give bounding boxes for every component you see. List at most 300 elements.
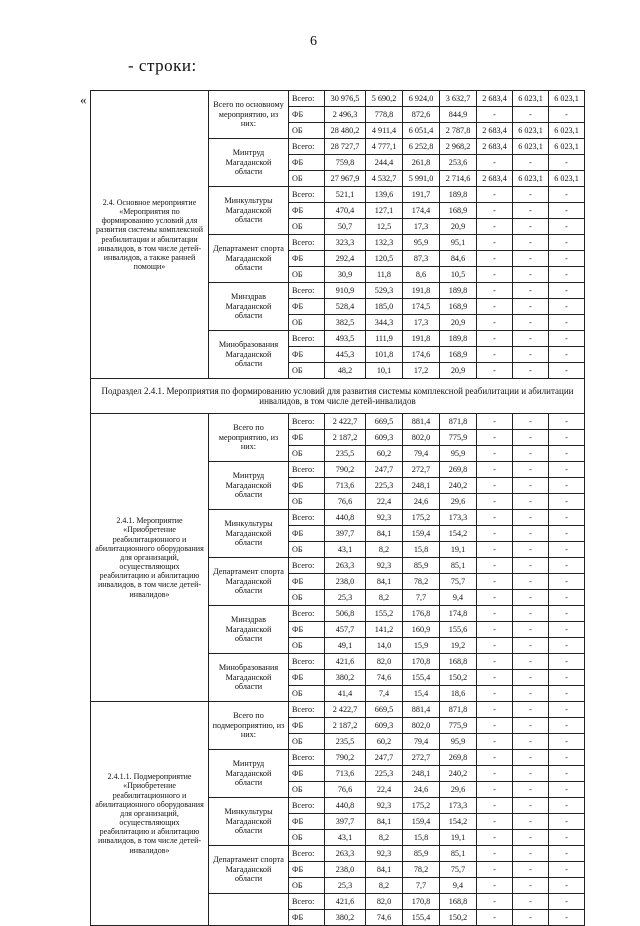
amount-cell: 24,6 bbox=[403, 782, 440, 798]
amount-cell: 85,9 bbox=[403, 558, 440, 574]
amount-cell: 6 023,1 bbox=[513, 171, 549, 187]
amount-cell: 191,8 bbox=[403, 331, 440, 347]
amount-cell: 238,0 bbox=[325, 574, 366, 590]
amount-cell: - bbox=[549, 155, 585, 171]
amount-cell: - bbox=[477, 750, 513, 766]
amount-cell: 168,9 bbox=[440, 299, 477, 315]
funding-source: ФБ bbox=[289, 478, 325, 494]
amount-cell: 12,5 bbox=[366, 219, 403, 235]
amount-cell: 74,6 bbox=[366, 910, 403, 926]
amount-cell: 7,7 bbox=[403, 590, 440, 606]
funding-source: ФБ bbox=[289, 574, 325, 590]
amount-cell: 84,1 bbox=[366, 526, 403, 542]
amount-cell: 174,4 bbox=[403, 203, 440, 219]
amount-cell: - bbox=[513, 203, 549, 219]
amount-cell: 49,1 bbox=[325, 638, 366, 654]
amount-cell: 778,8 bbox=[366, 107, 403, 123]
amount-cell: 170,8 bbox=[403, 654, 440, 670]
funding-source: ОБ bbox=[289, 878, 325, 894]
amount-cell: 92,3 bbox=[366, 798, 403, 814]
amount-cell: 609,3 bbox=[366, 718, 403, 734]
amount-cell: - bbox=[549, 670, 585, 686]
table-row bbox=[91, 702, 585, 718]
amount-cell: - bbox=[477, 846, 513, 862]
amount-cell: 8,2 bbox=[366, 590, 403, 606]
funding-source: ОБ bbox=[289, 267, 325, 283]
amount-cell: 269,8 bbox=[440, 462, 477, 478]
table-row bbox=[91, 414, 585, 430]
amount-cell: 82,0 bbox=[366, 654, 403, 670]
amount-cell: - bbox=[549, 638, 585, 654]
amount-cell: 20,9 bbox=[440, 315, 477, 331]
executor-name: Минтруд Магаданской области bbox=[209, 462, 289, 510]
amount-cell: - bbox=[513, 558, 549, 574]
amount-cell: 28 727,7 bbox=[325, 139, 366, 155]
amount-cell: - bbox=[513, 750, 549, 766]
amount-cell: - bbox=[477, 910, 513, 926]
funding-source: Всего: bbox=[289, 846, 325, 862]
amount-cell: 79,4 bbox=[403, 734, 440, 750]
amount-cell: 4 777,1 bbox=[366, 139, 403, 155]
amount-cell: 155,4 bbox=[403, 910, 440, 926]
amount-cell: - bbox=[513, 363, 549, 379]
amount-cell: 191,8 bbox=[403, 283, 440, 299]
funding-source: Всего: bbox=[289, 702, 325, 718]
amount-cell: 76,6 bbox=[325, 782, 366, 798]
amount-cell: - bbox=[549, 558, 585, 574]
amount-cell: 2 968,2 bbox=[440, 139, 477, 155]
amount-cell: 92,3 bbox=[366, 510, 403, 526]
amount-cell: - bbox=[549, 542, 585, 558]
amount-cell: 248,1 bbox=[403, 766, 440, 782]
amount-cell: 10,1 bbox=[366, 363, 403, 379]
amount-cell: - bbox=[513, 542, 549, 558]
amount-cell: 263,3 bbox=[325, 558, 366, 574]
executor-name: Минкультуры Магаданской области bbox=[209, 187, 289, 235]
funding-source: Всего: bbox=[289, 283, 325, 299]
amount-cell: 881,4 bbox=[403, 702, 440, 718]
amount-cell: 529,3 bbox=[366, 283, 403, 299]
page-number: 6 bbox=[310, 34, 317, 49]
amount-cell: 2 187,2 bbox=[325, 430, 366, 446]
amount-cell: - bbox=[513, 654, 549, 670]
amount-cell: 6 051,4 bbox=[403, 123, 440, 139]
amount-cell: 2 422,7 bbox=[325, 414, 366, 430]
budget-table bbox=[90, 90, 585, 926]
amount-cell: 248,1 bbox=[403, 478, 440, 494]
amount-cell: 15,8 bbox=[403, 542, 440, 558]
amount-cell: 713,6 bbox=[325, 478, 366, 494]
amount-cell: - bbox=[513, 494, 549, 510]
amount-cell: 253,6 bbox=[440, 155, 477, 171]
amount-cell: 380,2 bbox=[325, 910, 366, 926]
amount-cell: - bbox=[549, 526, 585, 542]
activity-name: 2.4.1. Мероприятие «Приобретение реабилитационного и абилитационного оборудования для организаций, осуществляющих реабилитацию и абилитацию инвалидов, в том числе детей-инвалидов» bbox=[91, 414, 209, 702]
funding-source: Всего: bbox=[289, 798, 325, 814]
amount-cell: 14,0 bbox=[366, 638, 403, 654]
amount-cell: 9,4 bbox=[440, 878, 477, 894]
amount-cell: - bbox=[513, 235, 549, 251]
amount-cell: 43,1 bbox=[325, 542, 366, 558]
amount-cell: 87,3 bbox=[403, 251, 440, 267]
amount-cell: 225,3 bbox=[366, 766, 403, 782]
amount-cell: - bbox=[477, 107, 513, 123]
amount-cell: - bbox=[513, 430, 549, 446]
amount-cell: 19,2 bbox=[440, 638, 477, 654]
amount-cell: 6 023,1 bbox=[549, 123, 585, 139]
amount-cell: - bbox=[477, 830, 513, 846]
funding-source: Всего: bbox=[289, 750, 325, 766]
funding-source: ФБ bbox=[289, 347, 325, 363]
amount-cell: 844,9 bbox=[440, 107, 477, 123]
funding-source: Всего: bbox=[289, 654, 325, 670]
amount-cell: 397,7 bbox=[325, 814, 366, 830]
funding-source: ОБ bbox=[289, 446, 325, 462]
amount-cell: - bbox=[477, 235, 513, 251]
amount-cell: - bbox=[549, 347, 585, 363]
amount-cell: - bbox=[513, 446, 549, 462]
amount-cell: - bbox=[513, 462, 549, 478]
executor-name: Минтруд Магаданской области bbox=[209, 750, 289, 798]
funding-source: Всего: bbox=[289, 187, 325, 203]
amount-cell: - bbox=[513, 862, 549, 878]
amount-cell: - bbox=[549, 430, 585, 446]
amount-cell: 344,3 bbox=[366, 315, 403, 331]
amount-cell: - bbox=[477, 638, 513, 654]
section-heading: - строки: bbox=[128, 56, 197, 75]
amount-cell: - bbox=[549, 686, 585, 702]
amount-cell: - bbox=[477, 462, 513, 478]
amount-cell: - bbox=[549, 478, 585, 494]
amount-cell: 802,0 bbox=[403, 430, 440, 446]
amount-cell: 154,2 bbox=[440, 814, 477, 830]
amount-cell: - bbox=[513, 331, 549, 347]
amount-cell: 159,4 bbox=[403, 814, 440, 830]
amount-cell: - bbox=[477, 542, 513, 558]
amount-cell: - bbox=[513, 606, 549, 622]
amount-cell: 141,2 bbox=[366, 622, 403, 638]
amount-cell: 60,2 bbox=[366, 446, 403, 462]
amount-cell: - bbox=[477, 878, 513, 894]
amount-cell: 790,2 bbox=[325, 462, 366, 478]
funding-source: ОБ bbox=[289, 542, 325, 558]
funding-source: ОБ bbox=[289, 219, 325, 235]
amount-cell: - bbox=[549, 494, 585, 510]
amount-cell: 175,2 bbox=[403, 798, 440, 814]
amount-cell: - bbox=[513, 718, 549, 734]
executor-name: Минобразования Магаданской области bbox=[209, 654, 289, 702]
amount-cell: 2 187,2 bbox=[325, 718, 366, 734]
amount-cell: - bbox=[513, 894, 549, 910]
amount-cell: - bbox=[477, 654, 513, 670]
amount-cell: 22,4 bbox=[366, 782, 403, 798]
amount-cell: 382,5 bbox=[325, 315, 366, 331]
amount-cell: - bbox=[549, 590, 585, 606]
amount-cell: 802,0 bbox=[403, 718, 440, 734]
amount-cell: - bbox=[477, 558, 513, 574]
amount-cell: - bbox=[477, 267, 513, 283]
amount-cell: 95,9 bbox=[403, 235, 440, 251]
amount-cell: - bbox=[477, 430, 513, 446]
amount-cell: 85,1 bbox=[440, 846, 477, 862]
amount-cell: 261,8 bbox=[403, 155, 440, 171]
amount-cell: 150,2 bbox=[440, 670, 477, 686]
amount-cell: - bbox=[549, 702, 585, 718]
amount-cell: - bbox=[513, 910, 549, 926]
funding-source: Всего: bbox=[289, 510, 325, 526]
amount-cell: 421,6 bbox=[325, 654, 366, 670]
amount-cell: - bbox=[513, 574, 549, 590]
amount-cell: 11,8 bbox=[366, 267, 403, 283]
amount-cell: 189,8 bbox=[440, 283, 477, 299]
executor-name: Всего по мероприятию, из них: bbox=[209, 414, 289, 462]
amount-cell: 84,1 bbox=[366, 574, 403, 590]
amount-cell: 92,3 bbox=[366, 846, 403, 862]
funding-source: Всего: bbox=[289, 235, 325, 251]
amount-cell: - bbox=[477, 203, 513, 219]
amount-cell: 155,2 bbox=[366, 606, 403, 622]
amount-cell: - bbox=[549, 331, 585, 347]
amount-cell: - bbox=[477, 606, 513, 622]
amount-cell: 440,8 bbox=[325, 510, 366, 526]
amount-cell: 247,7 bbox=[366, 462, 403, 478]
funding-source: Всего: bbox=[289, 139, 325, 155]
amount-cell: 60,2 bbox=[366, 734, 403, 750]
amount-cell: 78,2 bbox=[403, 574, 440, 590]
amount-cell: 132,3 bbox=[366, 235, 403, 251]
amount-cell: 10,5 bbox=[440, 267, 477, 283]
amount-cell: - bbox=[549, 363, 585, 379]
amount-cell: - bbox=[549, 718, 585, 734]
subsection-row bbox=[91, 379, 585, 414]
funding-source: ФБ bbox=[289, 862, 325, 878]
amount-cell: 272,7 bbox=[403, 750, 440, 766]
amount-cell: 244,4 bbox=[366, 155, 403, 171]
executor-name: Департамент спорта Магаданской области bbox=[209, 846, 289, 894]
amount-cell: - bbox=[549, 251, 585, 267]
funding-source: Всего: bbox=[289, 606, 325, 622]
funding-source: Всего: bbox=[289, 91, 325, 107]
amount-cell: - bbox=[549, 315, 585, 331]
amount-cell: - bbox=[513, 878, 549, 894]
amount-cell: 111,9 bbox=[366, 331, 403, 347]
amount-cell: 15,8 bbox=[403, 830, 440, 846]
amount-cell: - bbox=[549, 414, 585, 430]
amount-cell: - bbox=[477, 283, 513, 299]
amount-cell: - bbox=[513, 814, 549, 830]
amount-cell: 175,2 bbox=[403, 510, 440, 526]
amount-cell: 78,2 bbox=[403, 862, 440, 878]
amount-cell: - bbox=[477, 702, 513, 718]
funding-source: ФБ bbox=[289, 910, 325, 926]
amount-cell: 2 683,4 bbox=[477, 171, 513, 187]
amount-cell: 2 683,4 bbox=[477, 139, 513, 155]
amount-cell: - bbox=[549, 446, 585, 462]
amount-cell: 269,8 bbox=[440, 750, 477, 766]
amount-cell: 240,2 bbox=[440, 478, 477, 494]
amount-cell: 2 683,4 bbox=[477, 91, 513, 107]
amount-cell: - bbox=[549, 846, 585, 862]
funding-source: ФБ bbox=[289, 107, 325, 123]
amount-cell: 48,2 bbox=[325, 363, 366, 379]
amount-cell: - bbox=[513, 107, 549, 123]
amount-cell: - bbox=[549, 734, 585, 750]
funding-source: ФБ bbox=[289, 251, 325, 267]
executor-name: Департамент спорта Магаданской области bbox=[209, 235, 289, 283]
amount-cell: 17,2 bbox=[403, 363, 440, 379]
amount-cell: 235,5 bbox=[325, 734, 366, 750]
amount-cell: 84,1 bbox=[366, 814, 403, 830]
amount-cell: 82,0 bbox=[366, 894, 403, 910]
amount-cell: 139,6 bbox=[366, 187, 403, 203]
amount-cell: 176,8 bbox=[403, 606, 440, 622]
amount-cell: - bbox=[513, 766, 549, 782]
amount-cell: - bbox=[477, 894, 513, 910]
amount-cell: - bbox=[513, 414, 549, 430]
amount-cell: 189,8 bbox=[440, 331, 477, 347]
amount-cell: 6 023,1 bbox=[549, 91, 585, 107]
amount-cell: 493,5 bbox=[325, 331, 366, 347]
amount-cell: - bbox=[549, 235, 585, 251]
amount-cell: 22,4 bbox=[366, 494, 403, 510]
amount-cell: - bbox=[513, 734, 549, 750]
amount-cell: 380,2 bbox=[325, 670, 366, 686]
funding-source: ФБ bbox=[289, 430, 325, 446]
amount-cell: 28 480,2 bbox=[325, 123, 366, 139]
amount-cell: - bbox=[513, 702, 549, 718]
executor-name: Минтруд Магаданской области bbox=[209, 139, 289, 187]
executor-name: Департамент спорта Магаданской области bbox=[209, 558, 289, 606]
amount-cell: 8,2 bbox=[366, 830, 403, 846]
amount-cell: 168,8 bbox=[440, 894, 477, 910]
amount-cell: 225,3 bbox=[366, 478, 403, 494]
amount-cell: 2 787,8 bbox=[440, 123, 477, 139]
amount-cell: 95,1 bbox=[440, 235, 477, 251]
amount-cell: 27 967,9 bbox=[325, 171, 366, 187]
funding-source: ФБ bbox=[289, 299, 325, 315]
funding-source: Всего: bbox=[289, 558, 325, 574]
amount-cell: 185,0 bbox=[366, 299, 403, 315]
amount-cell: - bbox=[477, 331, 513, 347]
funding-source: Всего: bbox=[289, 414, 325, 430]
amount-cell: - bbox=[477, 670, 513, 686]
funding-source: ФБ bbox=[289, 526, 325, 542]
amount-cell: 92,3 bbox=[366, 558, 403, 574]
amount-cell: - bbox=[549, 606, 585, 622]
amount-cell: 75,7 bbox=[440, 574, 477, 590]
amount-cell: 120,5 bbox=[366, 251, 403, 267]
funding-source: ФБ bbox=[289, 670, 325, 686]
amount-cell: 75,7 bbox=[440, 862, 477, 878]
amount-cell: - bbox=[549, 510, 585, 526]
amount-cell: - bbox=[513, 782, 549, 798]
amount-cell: 155,4 bbox=[403, 670, 440, 686]
amount-cell: 4 532,7 bbox=[366, 171, 403, 187]
amount-cell: 155,6 bbox=[440, 622, 477, 638]
amount-cell: 609,3 bbox=[366, 430, 403, 446]
amount-cell: 159,4 bbox=[403, 526, 440, 542]
amount-cell: 669,5 bbox=[366, 414, 403, 430]
amount-cell: 174,6 bbox=[403, 347, 440, 363]
amount-cell: 421,6 bbox=[325, 894, 366, 910]
amount-cell: 29,6 bbox=[440, 494, 477, 510]
funding-source: ФБ bbox=[289, 766, 325, 782]
funding-source: ОБ bbox=[289, 686, 325, 702]
amount-cell: 168,8 bbox=[440, 654, 477, 670]
amount-cell: - bbox=[513, 830, 549, 846]
amount-cell: - bbox=[477, 734, 513, 750]
amount-cell: 7,7 bbox=[403, 878, 440, 894]
amount-cell: 5 690,2 bbox=[366, 91, 403, 107]
amount-cell: 168,9 bbox=[440, 347, 477, 363]
amount-cell: 79,4 bbox=[403, 446, 440, 462]
amount-cell: - bbox=[549, 462, 585, 478]
amount-cell: 8,2 bbox=[366, 878, 403, 894]
amount-cell: 775,9 bbox=[440, 718, 477, 734]
funding-source: Всего: bbox=[289, 894, 325, 910]
amount-cell: - bbox=[477, 798, 513, 814]
executor-name bbox=[209, 894, 289, 926]
amount-cell: 50,7 bbox=[325, 219, 366, 235]
amount-cell: 440,8 bbox=[325, 798, 366, 814]
amount-cell: 521,1 bbox=[325, 187, 366, 203]
amount-cell: 25,3 bbox=[325, 590, 366, 606]
amount-cell: - bbox=[549, 299, 585, 315]
amount-cell: 2 714,6 bbox=[440, 171, 477, 187]
amount-cell: 41,4 bbox=[325, 686, 366, 702]
amount-cell: - bbox=[513, 155, 549, 171]
amount-cell: - bbox=[513, 686, 549, 702]
amount-cell: 470,4 bbox=[325, 203, 366, 219]
amount-cell: - bbox=[477, 718, 513, 734]
amount-cell: 18,6 bbox=[440, 686, 477, 702]
amount-cell: 790,2 bbox=[325, 750, 366, 766]
amount-cell: - bbox=[513, 526, 549, 542]
amount-cell: 871,8 bbox=[440, 414, 477, 430]
amount-cell: 43,1 bbox=[325, 830, 366, 846]
amount-cell: 150,2 bbox=[440, 910, 477, 926]
amount-cell: - bbox=[513, 638, 549, 654]
amount-cell: - bbox=[549, 878, 585, 894]
amount-cell: - bbox=[513, 187, 549, 203]
amount-cell: 85,9 bbox=[403, 846, 440, 862]
amount-cell: 30,9 bbox=[325, 267, 366, 283]
funding-source: ОБ bbox=[289, 782, 325, 798]
amount-cell: - bbox=[477, 590, 513, 606]
amount-cell: - bbox=[477, 766, 513, 782]
funding-source: ОБ bbox=[289, 638, 325, 654]
amount-cell: - bbox=[549, 622, 585, 638]
amount-cell: - bbox=[513, 622, 549, 638]
amount-cell: - bbox=[513, 219, 549, 235]
amount-cell: - bbox=[549, 782, 585, 798]
amount-cell: 95,9 bbox=[440, 446, 477, 462]
amount-cell: - bbox=[477, 862, 513, 878]
amount-cell: 25,3 bbox=[325, 878, 366, 894]
amount-cell: - bbox=[477, 251, 513, 267]
amount-cell: 160,9 bbox=[403, 622, 440, 638]
amount-cell: 3 632,7 bbox=[440, 91, 477, 107]
amount-cell: - bbox=[513, 315, 549, 331]
amount-cell: - bbox=[477, 187, 513, 203]
amount-cell: - bbox=[477, 622, 513, 638]
amount-cell: 174,8 bbox=[440, 606, 477, 622]
amount-cell: 759,8 bbox=[325, 155, 366, 171]
amount-cell: 445,3 bbox=[325, 347, 366, 363]
amount-cell: - bbox=[513, 846, 549, 862]
amount-cell: - bbox=[477, 414, 513, 430]
executor-name: Минкультуры Магаданской области bbox=[209, 798, 289, 846]
